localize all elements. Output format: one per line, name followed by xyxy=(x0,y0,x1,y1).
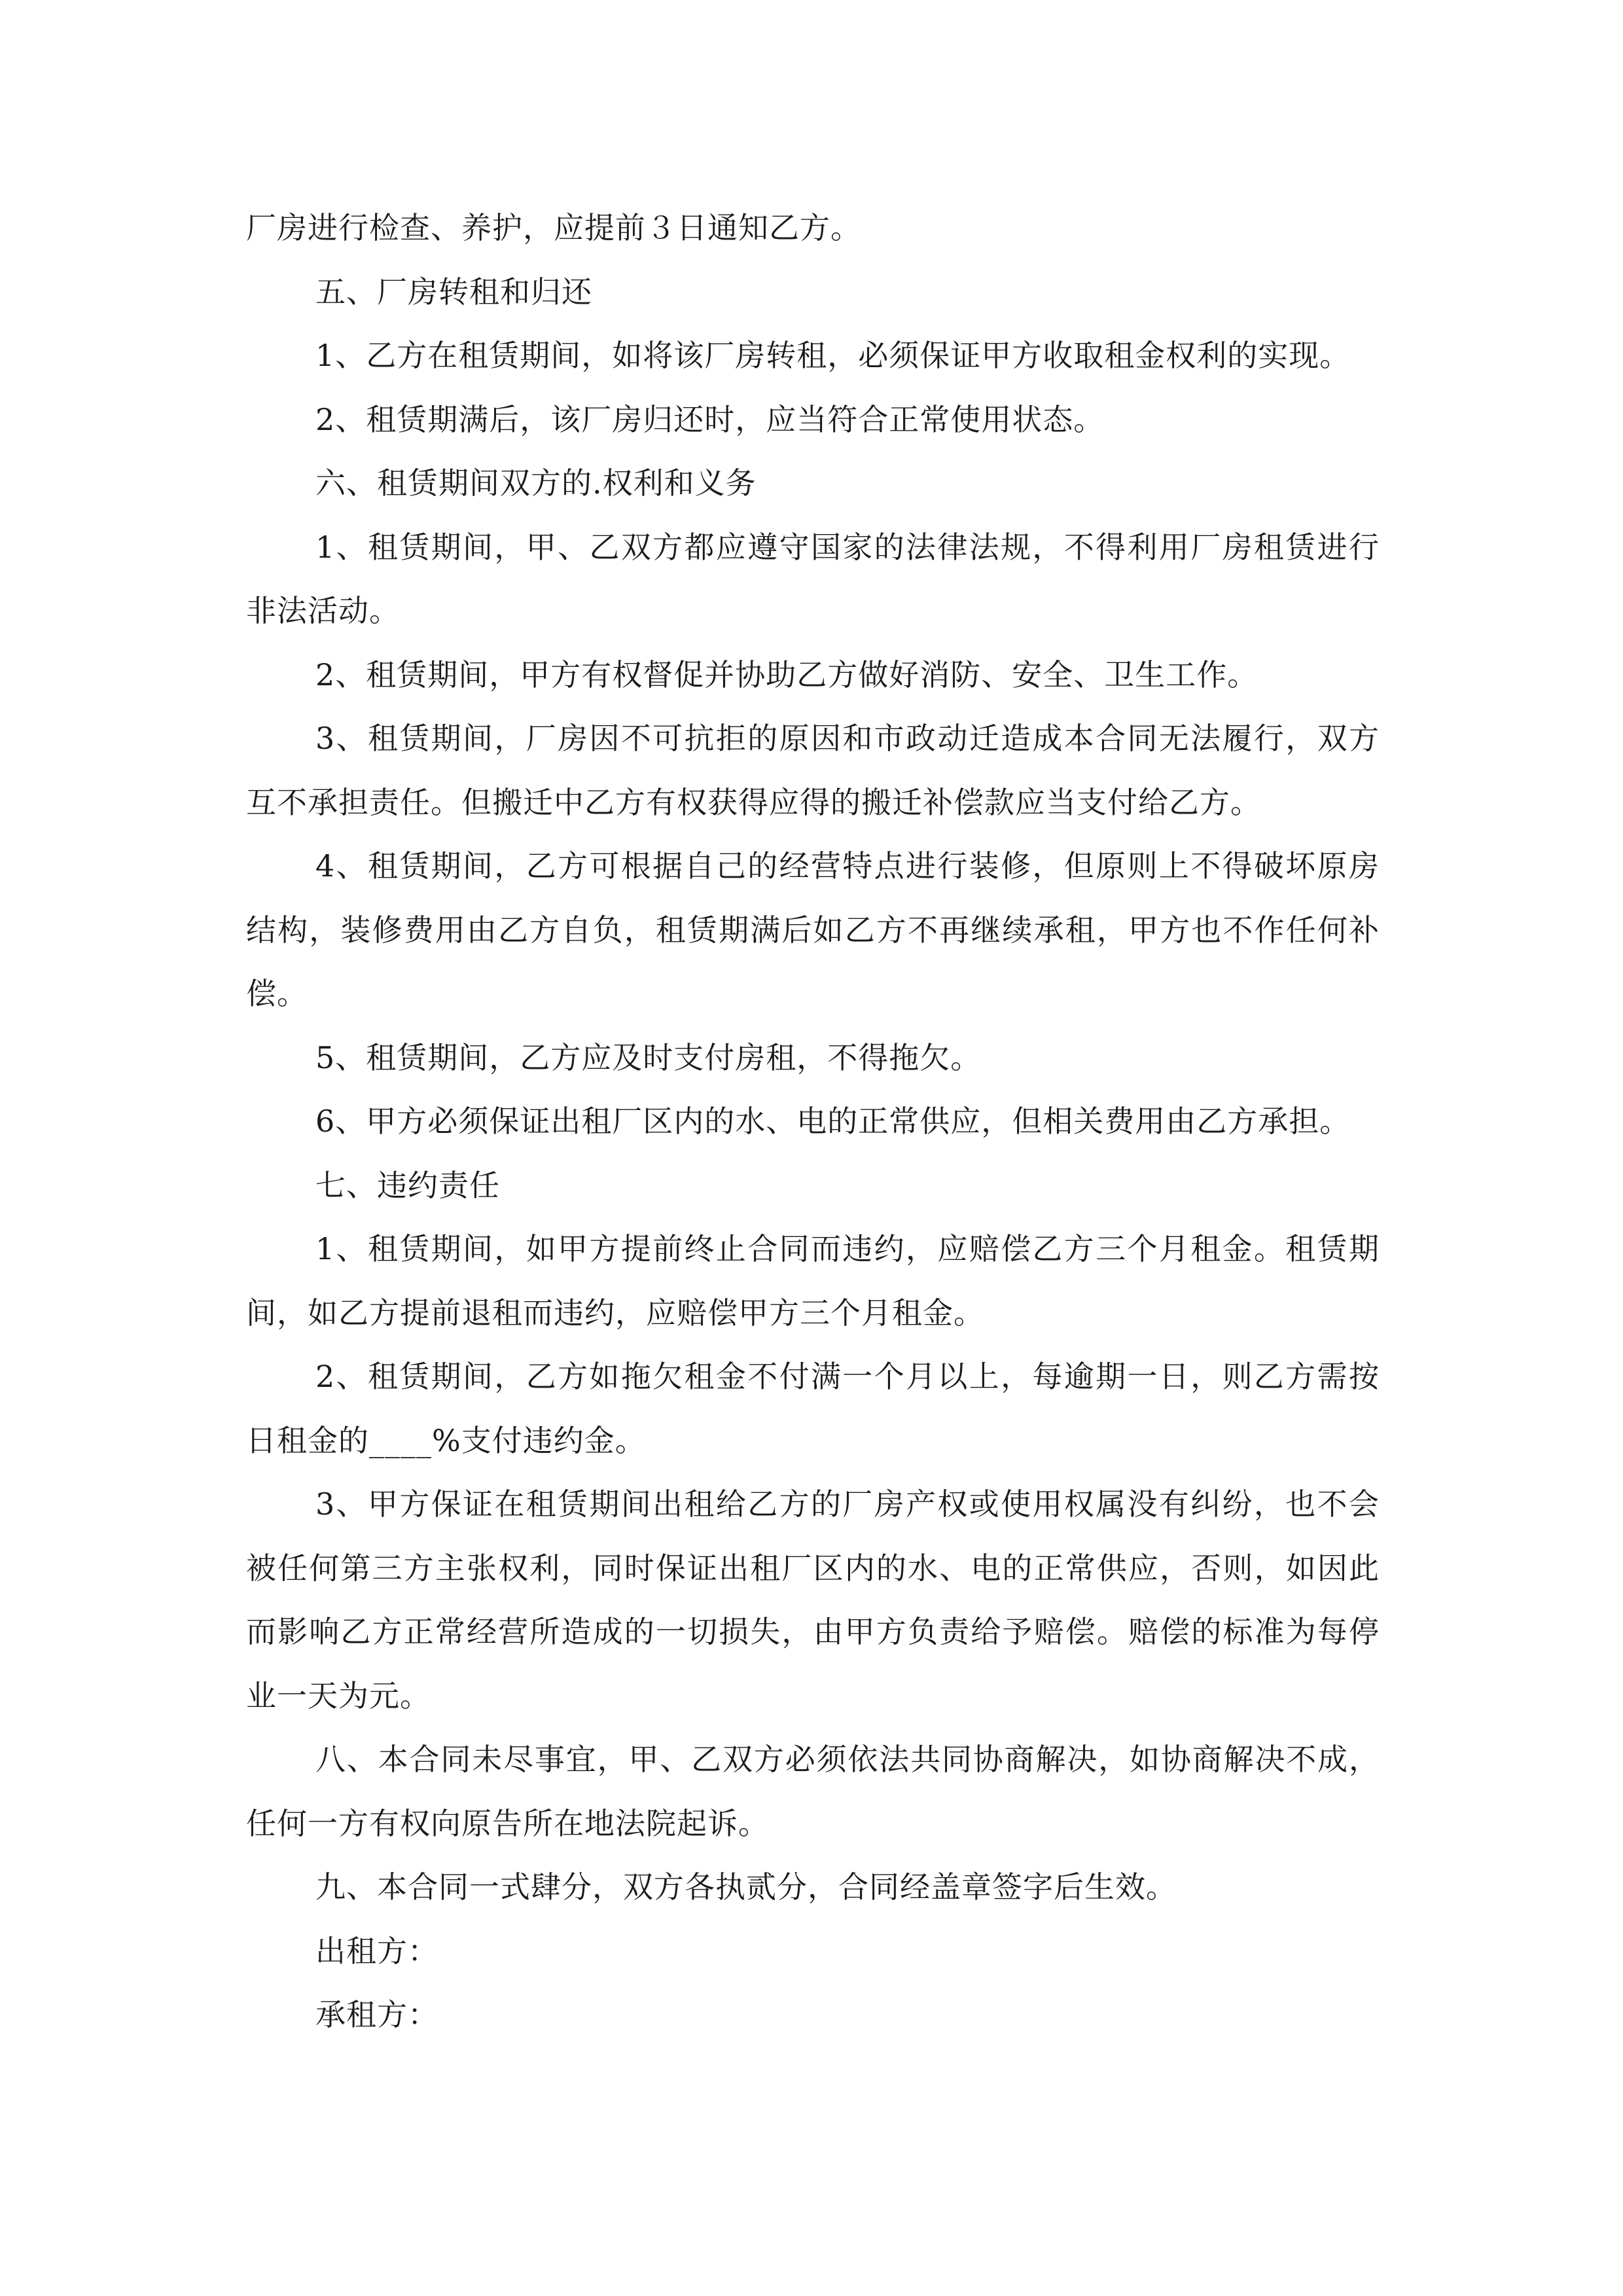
lessor-signature-label: 出租方： xyxy=(315,1933,438,1969)
clause-7-3: 3、甲方保证在租赁期间出租给乙方的厂房产权或使用权属没有纠纷，也不会被任何第三方主张权利，同时保证出租厂区内的水、电的正常供应，否则，如因此而影响乙方正常经营所造成的一切损失，由甲方负责给予赔偿。赔偿的标准为每停业一天为元。 xyxy=(246,1486,1380,1713)
clause-6-4: 4、租赁期间，乙方可根据自己的经营特点进行装修，但原则上不得破坏原房结构，装修费用由乙方自负，租赁期满后如乙方不再继续承租，甲方也不作任何补偿。 xyxy=(246,848,1380,1011)
clause-6-1: 1、租赁期间，甲、乙双方都应遵守国家的法律法规，不得利用厂房租赁进行非法活动。 xyxy=(246,529,1380,628)
lessee-signature-label: 承租方： xyxy=(315,1997,438,2032)
clause-6-3: 3、租赁期间，厂房因不可抗拒的原因和市政动迁造成本合同无法履行，双方互不承担责任。但搬迁中乙方有权获得应得的搬迁补偿款应当支付给乙方。 xyxy=(246,721,1380,820)
clause-7-1: 1、租赁期间，如甲方提前终止合同而违约，应赔偿乙方三个月租金。租赁期间，如乙方提前退租而违约，应赔偿甲方三个月租金。 xyxy=(246,1231,1380,1331)
clause-5-2: 2、租赁期满后，该厂房归还时，应当符合正常使用状态。 xyxy=(315,401,1105,437)
clause-7-2: 2、租赁期间，乙方如拖欠租金不付满一个月以上，每逾期一日，则乙方需按日租金的____%支付违约金。 xyxy=(246,1359,1380,1458)
section-heading-7: 七、违约责任 xyxy=(315,1167,500,1203)
section-heading-6: 六、租赁期间双方的.权利和义务 xyxy=(315,465,757,501)
clause-9: 九、本合同一式肆分，双方各执贰分，合同经盖章签字后生效。 xyxy=(315,1869,1177,1905)
clause-8: 八、本合同未尽事宜，甲、乙双方必须依法共同协商解决，如协商解决不成，任何一方有权向原告所在地法院起诉。 xyxy=(246,1742,1380,1841)
document-body xyxy=(246,196,1380,2047)
clause-6-5: 5、租赁期间，乙方应及时支付房租，不得拖欠。 xyxy=(315,1039,982,1075)
clause-5-1: 1、乙方在租赁期间，如将该厂房转租，必须保证甲方收取租金权利的实现。 xyxy=(315,338,1351,373)
section-heading-5: 五、厂房转租和归还 xyxy=(315,274,592,310)
clause-6-6: 6、甲方必须保证出租厂区内的水、电的正常供应，但相关费用由乙方承担。 xyxy=(315,1103,1351,1139)
paragraph-continuation: 厂房进行检查、养护，应提前３日通知乙方。 xyxy=(246,210,861,245)
clause-6-2: 2、租赁期间，甲方有权督促并协助乙方做好消防、安全、卫生工作。 xyxy=(315,656,1258,692)
